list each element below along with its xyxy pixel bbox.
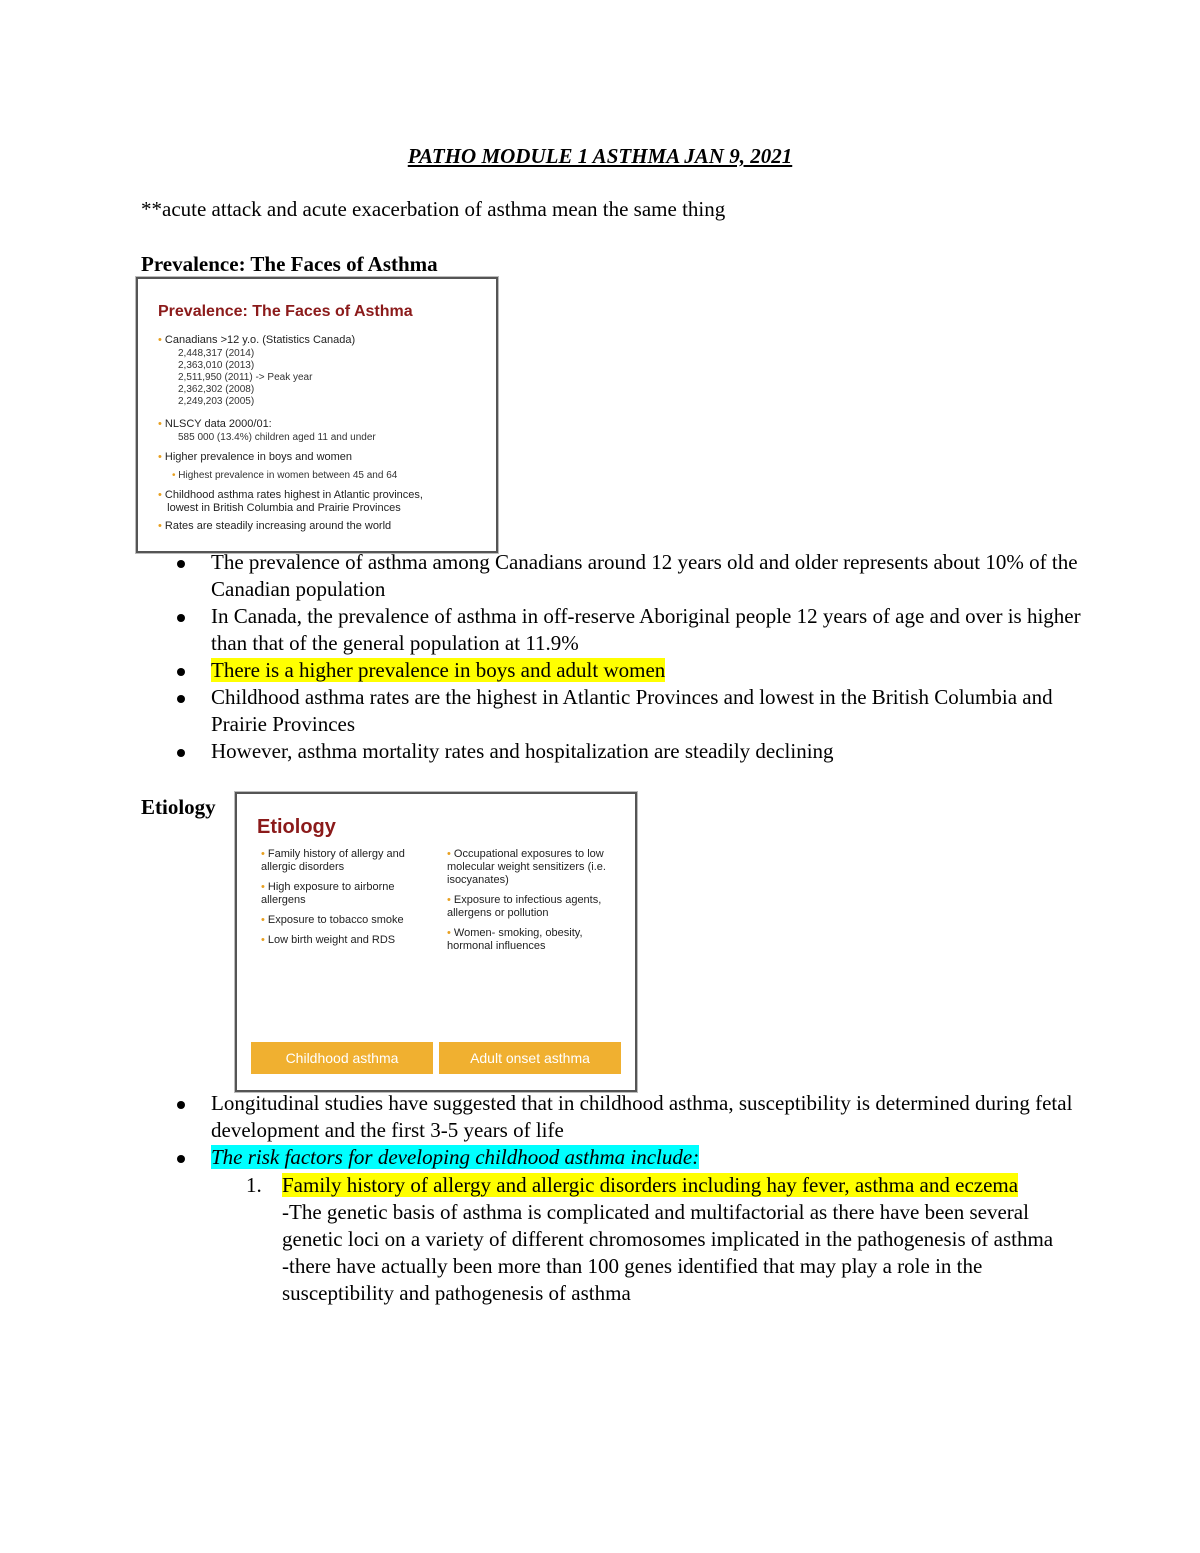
list-number: 1. (246, 1173, 262, 1197)
prevalence-heading: Prevalence: The Faces of Asthma (141, 252, 438, 276)
slide-bullet: • Higher prevalence in boys and women (158, 451, 353, 463)
slide-bullet: • Childhood asthma rates highest in Atlantic provinces, lowest in British Columbia and Prairie Provinces (158, 489, 423, 514)
etiology-slide-title: Etiology (257, 816, 336, 838)
list-item: In Canada, the prevalence of asthma in off-reserve Aboriginal people 12 years of age and over is higher than that of the general population at 11.9% (141, 603, 1081, 657)
slide-subbullets: 2,448,317 (2014) 2,363,010 (2013) 2,511,950 (2011) -> Peak year 2,362,302 (2008) 2,249,203 (2005) (178, 348, 313, 407)
prevalence-slide (136, 277, 498, 553)
slide-bullet: • NLSCY data 2000/01: (158, 418, 272, 430)
slide-bullet: • Rates are steadily increasing around the world (158, 520, 392, 532)
etiology-bullet-list (141, 1090, 1081, 1171)
etiology-right-column: • Occupational exposures to low molecular weight sensitizers (i.e. isocyanates) • Exposure to infectious agents, allergens or pollution • Women- smoking, obesity, hormonal influences (447, 848, 606, 952)
adult-onset-asthma-label: Adult onset asthma (439, 1042, 621, 1074)
intro-note: **acute attack and acute exacerbation of asthma mean the same thing (141, 197, 726, 221)
risk-factor-item (246, 1172, 1066, 1307)
slide-subbullet: 585 000 (13.4%) children aged 11 and under (178, 432, 376, 443)
etiology-left-column: • Family history of allergy and allergic disorders • High exposure to airborne allergens • Exposure to tobacco smoke • Low birth weight and RDS (261, 848, 405, 946)
list-item: There is a higher prevalence in boys and adult women (141, 657, 1081, 684)
etiology-heading: Etiology (141, 795, 216, 819)
slide-bullet: • Canadians >12 y.o. (Statistics Canada) (158, 334, 356, 346)
list-item: The prevalence of asthma among Canadians around 12 years old and older represents about 10% of the Canadian population (141, 549, 1081, 603)
list-item: The risk factors for developing childhood asthma include: (141, 1144, 1081, 1171)
list-item: Longitudinal studies have suggested that in childhood asthma, susceptibility is determined during fetal development and the first 3-5 years of life (141, 1090, 1081, 1144)
etiology-slide (235, 792, 637, 1092)
document-title: PATHO MODULE 1 ASTHMA JAN 9, 2021 (407, 144, 793, 168)
list-item: Childhood asthma rates are the highest in Atlantic Provinces and lowest in the British Columbia and Prairie Provinces (141, 684, 1081, 738)
slide-subbullet: • Highest prevalence in women between 45 and 64 (172, 470, 398, 481)
prevalence-slide-title: Prevalence: The Faces of Asthma (158, 303, 413, 320)
list-item: However, asthma mortality rates and hospitalization are steadily declining (141, 738, 1081, 765)
risk-factor-title: Family history of allergy and allergic disorders including hay fever, asthma and eczema (282, 1173, 1019, 1197)
risk-factor-paragraph: -The genetic basis of asthma is complicated and multifactorial as there have been several genetic loci on a variety of different chromosomes implicated in the pathogenesis of asthma (282, 1200, 1054, 1251)
prevalence-bullet-list (141, 549, 1081, 765)
risk-factor-paragraph: -there have actually been more than 100 genes identified that may play a role in the susceptibility and pathogenesis of asthma (282, 1254, 983, 1305)
childhood-asthma-label: Childhood asthma (251, 1042, 433, 1074)
